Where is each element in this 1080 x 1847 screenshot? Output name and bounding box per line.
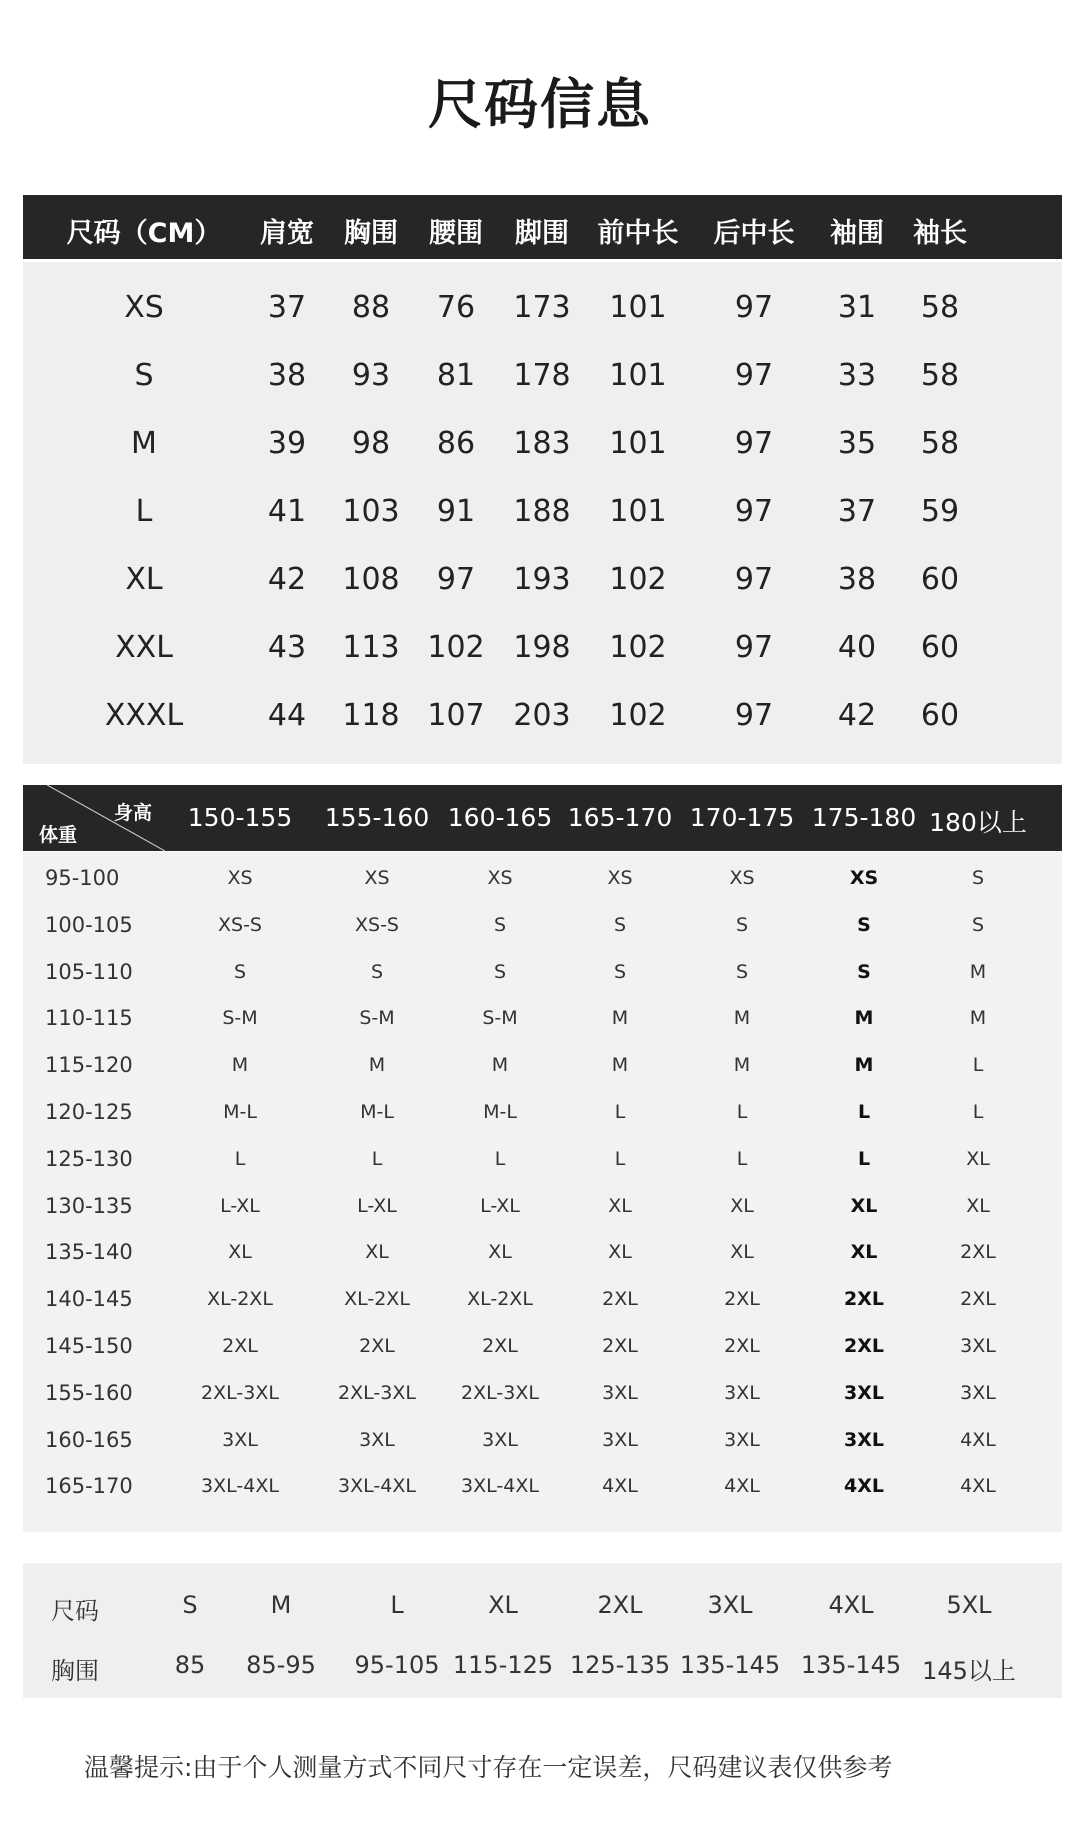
size-table-header-cell: 前中长: [597, 218, 679, 249]
recommended-size-cell: XL: [966, 1194, 990, 1217]
size-table-value-cell: 198: [513, 630, 571, 665]
recommended-size-cell: S: [613, 960, 627, 983]
size-table-value-cell: 102: [609, 562, 667, 597]
recommended-size-cell: M: [231, 1054, 249, 1077]
recommended-size-cell: S: [971, 913, 985, 936]
recommended-size-cell: 3XL: [844, 1428, 884, 1451]
size-table-size-cell: S: [134, 358, 154, 393]
recommended-size-cell: 3XL: [602, 1428, 638, 1451]
chest-value-cell: 115-125: [452, 1651, 554, 1679]
size-table-header-cell: 腰围: [429, 218, 483, 249]
size-table-value-cell: 33: [837, 358, 877, 393]
size-table-value-cell: 108: [342, 562, 400, 597]
recommended-size-cell: L-XL: [357, 1194, 397, 1217]
recommended-size-cell: S: [971, 867, 985, 889]
size-table-value-cell: 58: [920, 426, 960, 461]
recommended-size-cell: 2XL-3XL: [338, 1381, 416, 1404]
recommended-size-cell: XL: [850, 1194, 878, 1217]
recommended-size-cell: 2XL-3XL: [461, 1381, 539, 1404]
recommended-size-cell: 2XL: [724, 1335, 760, 1357]
recommend-table-header: [23, 785, 1062, 851]
size-table-value-cell: 183: [513, 426, 571, 461]
size-table-value-cell: 97: [734, 698, 774, 733]
recommended-size-cell: L: [972, 1054, 984, 1077]
size-table-value-cell: 97: [734, 630, 774, 665]
recommended-size-cell: S: [493, 913, 507, 936]
size-table-value-cell: 101: [609, 494, 667, 529]
recommended-size-cell: L: [494, 1147, 506, 1170]
recommended-size-cell: 3XL: [844, 1381, 884, 1404]
size-table-value-cell: 86: [436, 426, 476, 461]
recommended-size-cell: 2XL: [222, 1335, 258, 1357]
weight-range-cell: 95-100: [45, 866, 120, 890]
size-table-header-cell: 肩宽: [260, 218, 314, 249]
size-table-value-cell: 118: [342, 698, 400, 733]
recommended-size-cell: XL: [966, 1147, 990, 1170]
size-table-value-cell: 40: [837, 630, 877, 665]
size-table-value-cell: 101: [609, 426, 667, 461]
size-table-size-cell: XL: [125, 562, 163, 597]
page-title: 尺码信息: [428, 73, 652, 136]
size-table-value-cell: 60: [920, 562, 960, 597]
recommended-size-cell: 3XL: [960, 1335, 996, 1357]
recommended-size-cell: M-L: [360, 1101, 394, 1123]
weight-range-cell: 160-165: [45, 1427, 133, 1452]
recommended-size-cell: 3XL-4XL: [338, 1475, 416, 1498]
chest-size-cell: M: [270, 1591, 292, 1619]
recommended-size-cell: XS: [729, 867, 755, 889]
chest-size-cell: 3XL: [707, 1591, 753, 1619]
weight-range-cell: 105-110: [45, 959, 133, 984]
recommended-size-cell: L: [371, 1147, 383, 1170]
recommended-size-cell: 3XL: [960, 1381, 996, 1404]
size-table-header-cell: 脚围: [515, 218, 569, 249]
size-table-body: [23, 262, 1062, 764]
size-table-value-cell: 42: [267, 562, 307, 597]
size-table-value-cell: 188: [513, 494, 571, 529]
recommended-size-cell: 2XL: [602, 1335, 638, 1357]
recommended-size-cell: XS: [487, 867, 513, 889]
size-table-value-cell: 103: [342, 494, 400, 529]
recommended-size-cell: 3XL: [222, 1428, 258, 1451]
size-table-value-cell: 38: [837, 562, 877, 597]
chest-value-cell: 85-95: [246, 1651, 316, 1679]
recommended-size-cell: L: [614, 1147, 626, 1170]
size-table-value-cell: 107: [427, 698, 485, 733]
recommended-size-cell: S-M: [359, 1007, 395, 1030]
recommended-size-cell: M: [854, 1054, 874, 1077]
size-table-value-cell: 193: [513, 562, 571, 597]
recommended-size-cell: S: [735, 913, 749, 936]
chest-value-cell: 95-105: [354, 1651, 440, 1679]
recommended-size-cell: XL: [228, 1241, 252, 1264]
recommended-size-cell: L: [972, 1101, 984, 1123]
size-table-value-cell: 97: [734, 426, 774, 461]
size-table-value-cell: 59: [920, 494, 960, 529]
recommended-size-cell: 3XL: [724, 1428, 760, 1451]
recommended-size-cell: 2XL: [482, 1335, 518, 1357]
recommended-size-cell: XL: [730, 1241, 754, 1264]
recommended-size-cell: 4XL: [724, 1475, 760, 1498]
recommended-size-cell: M: [854, 1007, 874, 1030]
weight-label: 体重: [39, 824, 78, 846]
size-table-value-cell: 98: [351, 426, 391, 461]
chest-size-cell: 5XL: [946, 1591, 992, 1619]
recommended-size-cell: 2XL-3XL: [201, 1381, 279, 1404]
height-range-header: 150-155: [187, 803, 293, 832]
recommend-table-body: [23, 852, 1062, 1532]
size-table-value-cell: 97: [734, 562, 774, 597]
height-range-header: 170-175: [689, 803, 795, 832]
weight-range-cell: 165-170: [45, 1474, 133, 1499]
recommended-size-cell: M: [368, 1054, 386, 1077]
size-table-value-cell: 93: [351, 358, 391, 393]
recommended-size-cell: XS: [607, 867, 633, 889]
recommended-size-cell: M: [969, 960, 987, 983]
recommended-size-cell: XS: [364, 867, 390, 889]
recommended-size-cell: 4XL: [960, 1475, 996, 1498]
recommended-size-cell: L-XL: [220, 1194, 260, 1217]
recommended-size-cell: 3XL-4XL: [201, 1475, 279, 1498]
height-label: 身高: [114, 802, 153, 824]
size-table-value-cell: 60: [920, 630, 960, 665]
weight-range-cell: 115-120: [45, 1053, 133, 1078]
weight-range-cell: 135-140: [45, 1240, 133, 1265]
size-table-value-cell: 178: [513, 358, 571, 393]
recommended-size-cell: L: [857, 1147, 871, 1170]
size-table-size-cell: XXL: [115, 630, 173, 665]
size-table-value-cell: 42: [837, 698, 877, 733]
recommended-size-cell: 3XL: [602, 1381, 638, 1404]
size-table-header-cell: 后中长: [713, 218, 795, 249]
chest-size-cell: XL: [488, 1591, 518, 1619]
size-table-value-cell: 91: [436, 494, 476, 529]
size-table-value-cell: 37: [837, 494, 877, 529]
weight-range-cell: 110-115: [45, 1006, 133, 1031]
recommended-size-cell: L: [736, 1101, 748, 1123]
recommended-size-cell: S: [735, 960, 749, 983]
size-table-value-cell: 60: [920, 698, 960, 733]
size-table-value-cell: 39: [267, 426, 307, 461]
recommended-size-cell: M: [733, 1054, 751, 1077]
recommended-size-cell: 3XL-4XL: [461, 1475, 539, 1498]
size-table-value-cell: 97: [734, 290, 774, 325]
recommended-size-cell: S-M: [222, 1007, 258, 1030]
size-table-value-cell: 113: [342, 630, 400, 665]
recommended-size-cell: S: [857, 960, 871, 983]
recommended-size-cell: L: [234, 1147, 246, 1170]
recommended-size-cell: L: [614, 1101, 626, 1123]
chest-value-cell: 135-145: [800, 1651, 902, 1679]
chest-size-cell: 4XL: [828, 1591, 874, 1619]
height-range-header: 175-180: [811, 803, 917, 832]
size-table-value-cell: 97: [734, 358, 774, 393]
recommended-size-cell: S: [613, 913, 627, 936]
chest-size-cell: S: [182, 1591, 198, 1619]
weight-range-cell: 145-150: [45, 1334, 133, 1358]
chest-value-cell: 145以上: [922, 1657, 1016, 1685]
recommended-size-cell: 3XL: [724, 1381, 760, 1404]
size-table-value-cell: 31: [837, 290, 877, 325]
height-range-header: 180以上: [929, 808, 1027, 837]
size-table-value-cell: 102: [609, 630, 667, 665]
recommended-size-cell: S: [493, 960, 507, 983]
size-table-value-cell: 203: [513, 698, 571, 733]
recommended-size-cell: 2XL: [960, 1288, 996, 1311]
size-table-value-cell: 76: [436, 290, 476, 325]
weight-range-cell: 125-130: [45, 1146, 133, 1171]
recommended-size-cell: 2XL: [602, 1288, 638, 1311]
chest-value-cell: 85: [174, 1651, 206, 1679]
recommended-size-cell: 3XL: [482, 1428, 518, 1451]
size-table-size-cell: M: [131, 426, 157, 461]
recommended-size-cell: 4XL: [960, 1428, 996, 1451]
recommended-size-cell: XS-S: [355, 913, 399, 936]
recommended-size-cell: L: [857, 1101, 871, 1123]
size-table-value-cell: 102: [427, 630, 485, 665]
size-table-value-cell: 58: [920, 290, 960, 325]
size-table-value-cell: 101: [609, 358, 667, 393]
recommended-size-cell: 3XL: [359, 1428, 395, 1451]
recommended-size-cell: M: [733, 1007, 751, 1030]
size-table-value-cell: 44: [267, 698, 307, 733]
recommended-size-cell: S-M: [482, 1007, 518, 1030]
recommended-size-cell: 2XL: [844, 1288, 884, 1311]
recommended-size-cell: M: [969, 1007, 987, 1030]
recommended-size-cell: XL: [365, 1241, 389, 1264]
recommended-size-cell: M-L: [223, 1101, 257, 1123]
size-table-value-cell: 101: [609, 290, 667, 325]
height-range-header: 165-170: [567, 803, 673, 832]
recommended-size-cell: 2XL: [724, 1288, 760, 1311]
recommended-size-cell: 2XL: [844, 1335, 884, 1357]
recommended-size-cell: XL: [488, 1241, 512, 1264]
height-range-header: 160-165: [447, 803, 553, 832]
weight-range-cell: 130-135: [45, 1193, 133, 1218]
chest-table: [23, 1563, 1062, 1698]
recommended-size-cell: L-XL: [480, 1194, 520, 1217]
size-table-header-cell: 袖长: [913, 218, 967, 249]
size-table-value-cell: 97: [734, 494, 774, 529]
size-table-value-cell: 43: [267, 630, 307, 665]
size-table-header-cell: 尺码（CM）: [66, 218, 222, 249]
recommended-size-cell: M: [611, 1054, 629, 1077]
size-table-value-cell: 173: [513, 290, 571, 325]
weight-range-cell: 120-125: [45, 1100, 133, 1124]
size-table-value-cell: 81: [436, 358, 476, 393]
tip-text: 温馨提示:由于个人测量方式不同尺寸存在一定误差，尺码建议表仅供参考: [84, 1753, 893, 1782]
recommended-size-cell: XL: [850, 1241, 878, 1264]
chest-value-cell: 135-145: [679, 1651, 781, 1679]
recommended-size-cell: XL: [730, 1194, 754, 1217]
recommended-size-cell: S: [233, 960, 247, 983]
recommended-size-cell: M: [611, 1007, 629, 1030]
chest-value-cell: 125-135: [569, 1651, 671, 1679]
size-table-size-cell: L: [135, 494, 153, 529]
recommended-size-cell: XL-2XL: [207, 1288, 273, 1311]
recommended-size-cell: 2XL: [960, 1241, 996, 1264]
size-table-value-cell: 58: [920, 358, 960, 393]
recommended-size-cell: XL: [608, 1194, 632, 1217]
size-table-value-cell: 97: [436, 562, 476, 597]
recommended-size-cell: M: [491, 1054, 509, 1077]
chest-table-chest-label: 胸围: [51, 1657, 99, 1685]
recommended-size-cell: 4XL: [602, 1475, 638, 1498]
chest-size-cell: 2XL: [597, 1591, 643, 1619]
weight-range-cell: 155-160: [45, 1380, 133, 1405]
recommended-size-cell: XS: [227, 867, 253, 889]
weight-range-cell: 140-145: [45, 1287, 133, 1312]
recommended-size-cell: S: [370, 960, 384, 983]
recommended-size-cell: S: [857, 913, 871, 936]
size-table-value-cell: 102: [609, 698, 667, 733]
size-table-header-cell: 胸围: [344, 218, 398, 249]
recommended-size-cell: 2XL: [359, 1335, 395, 1357]
recommended-size-cell: M-L: [483, 1101, 517, 1123]
recommended-size-cell: XL-2XL: [467, 1288, 533, 1311]
recommended-size-cell: XS: [849, 867, 879, 889]
recommended-size-cell: 4XL: [844, 1475, 884, 1498]
size-table-value-cell: 88: [351, 290, 391, 325]
size-table-value-cell: 37: [267, 290, 307, 325]
recommended-size-cell: XS-S: [218, 913, 262, 936]
size-table-value-cell: 41: [267, 494, 307, 529]
size-table-size-cell: XXXL: [104, 698, 184, 733]
chest-table-size-label: 尺码: [51, 1597, 99, 1625]
size-table-header: [23, 195, 1062, 259]
recommended-size-cell: XL: [608, 1241, 632, 1264]
weight-range-cell: 100-105: [45, 912, 133, 937]
recommended-size-cell: XL-2XL: [344, 1288, 410, 1311]
chest-size-cell: L: [390, 1591, 404, 1619]
size-table-value-cell: 38: [267, 358, 307, 393]
height-range-header: 155-160: [324, 803, 430, 832]
size-table-size-cell: XS: [124, 290, 164, 325]
size-table-value-cell: 35: [837, 426, 877, 461]
size-table-header-cell: 袖围: [830, 218, 884, 249]
recommended-size-cell: L: [736, 1147, 748, 1170]
